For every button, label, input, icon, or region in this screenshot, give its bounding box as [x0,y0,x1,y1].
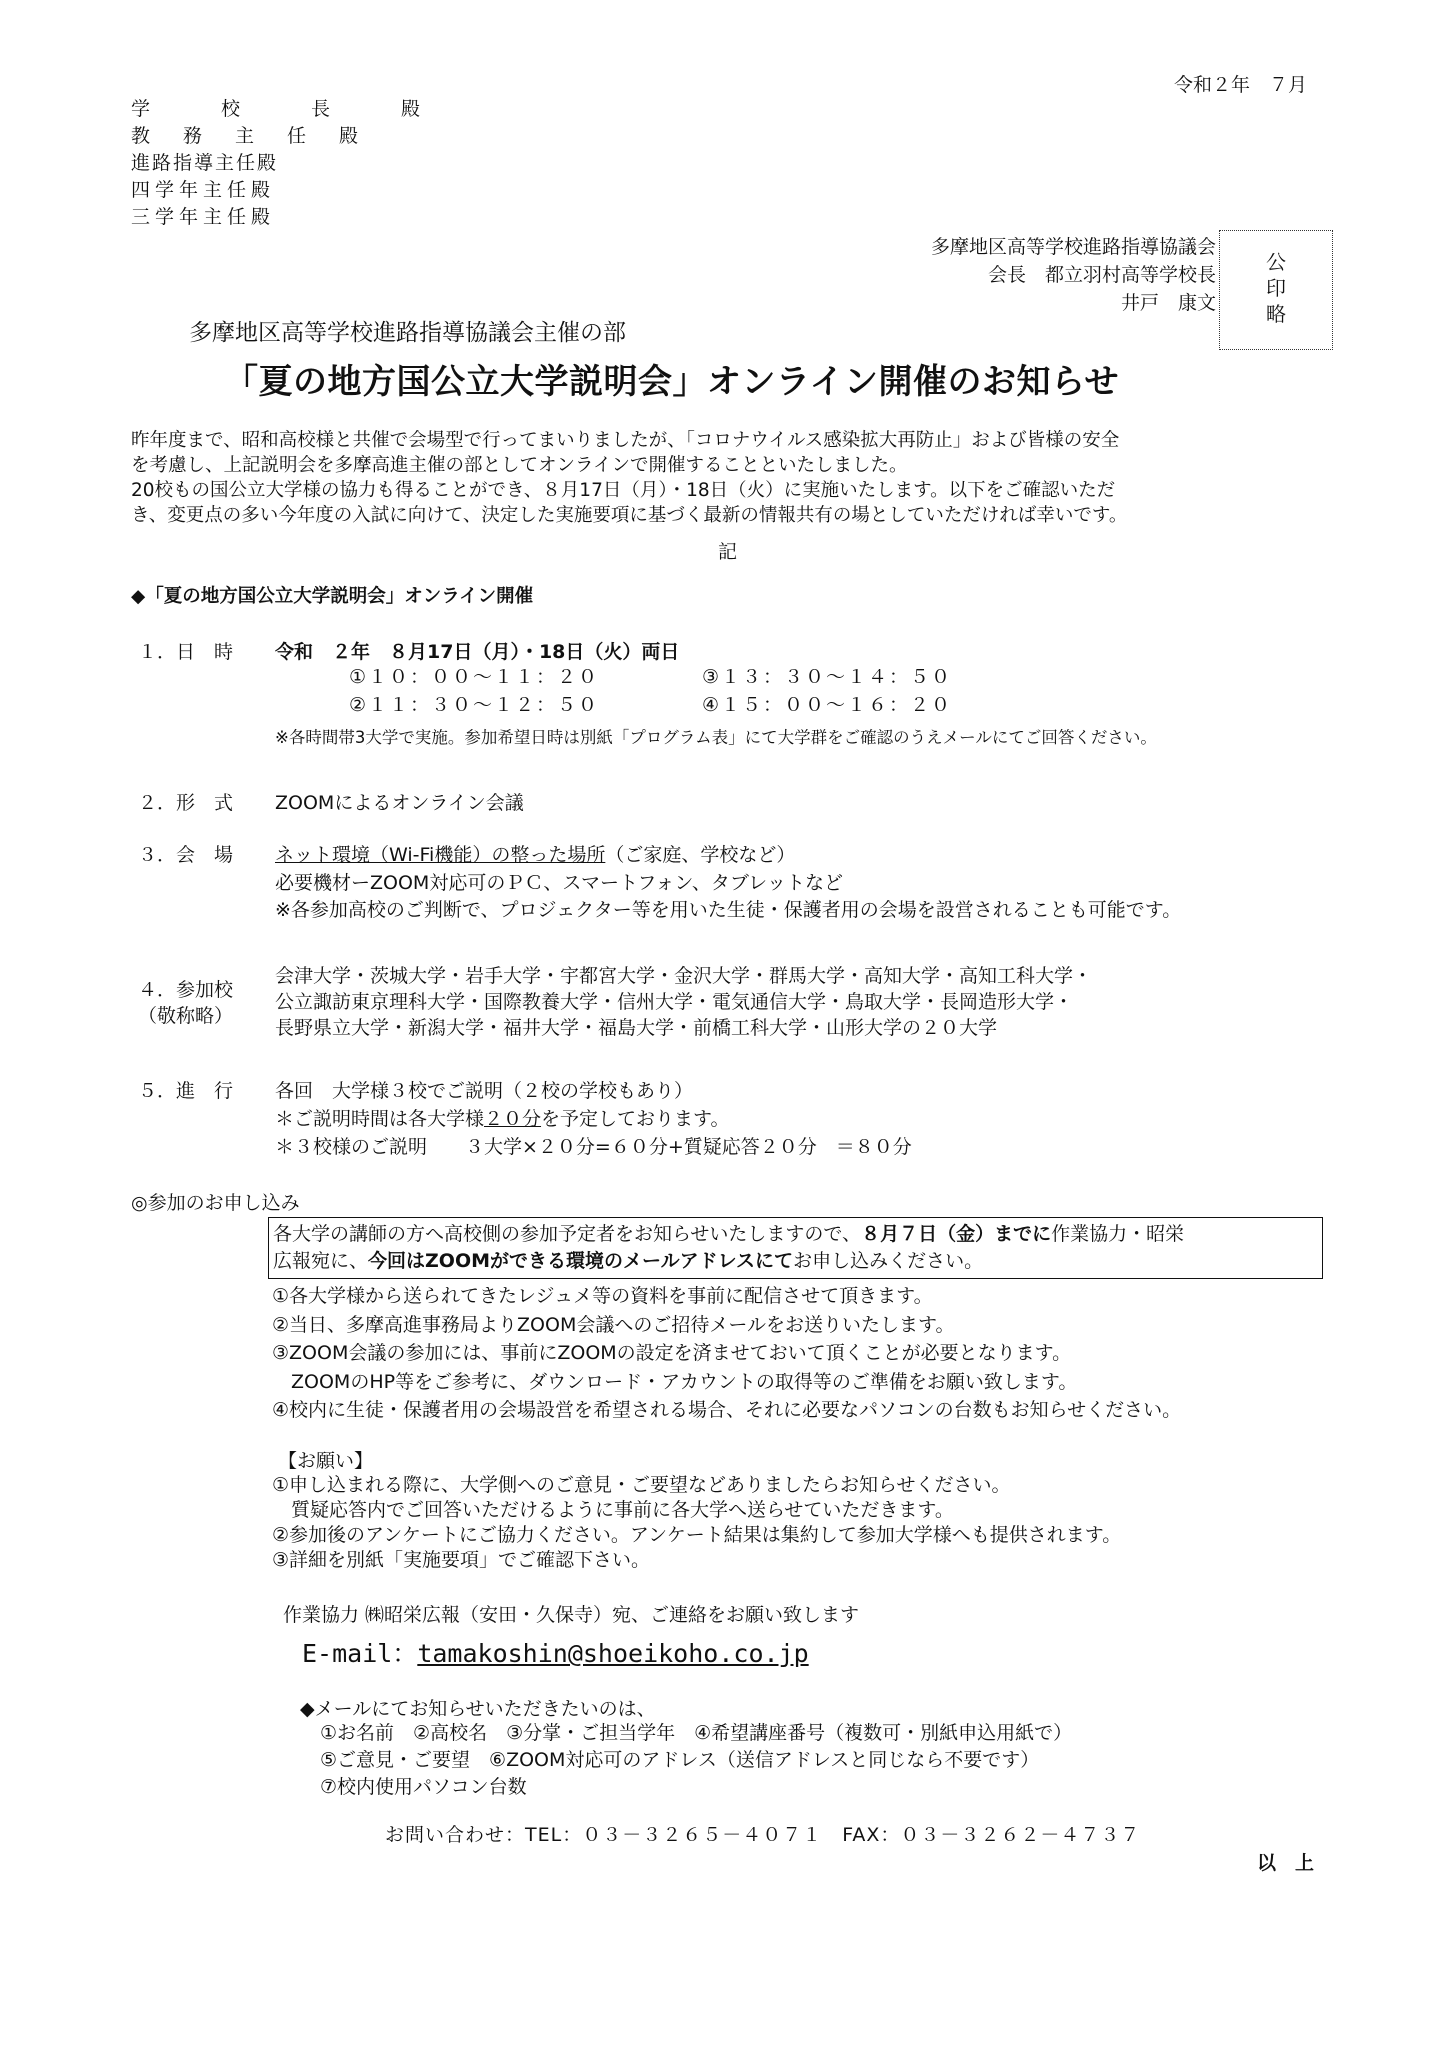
item-progress-line1: 各回 大学様３校でご説明（２校の学校もあり） [275,1080,694,1102]
mail-item: ⑦校内使用パソコン台数 [320,1776,527,1798]
item-date-main: 令和 ２年 ８月17日（月）・18日（火）両日 [275,641,680,663]
addressee-career-guidance: 進路指導主任殿 [131,152,279,174]
application-box [268,1217,1323,1279]
application-note: ③ZOOM会議の参加には、事前にZOOMの設定を済ませておいて頂くことが必要となります。 [272,1342,1072,1364]
sender-name: 井戸 康文 [1120,292,1216,314]
item-venue-line1 [275,840,795,867]
intro-line: 20校もの国公立大学様の協力も得ることができ、８月17日（月）・18日（火）に実施いたします。以下をご確認いただ [131,480,1116,501]
time-slot-3: ③１３：３０～１４：５０ [702,666,953,688]
addressee-academic-affairs: 教 務 主 任 殿 [131,125,366,147]
application-heading: ◎参加のお申し込み [131,1192,300,1214]
box-line1-a: 各大学の講師の方へ高校側の参加予定者をお知らせいたしますので、 [273,1223,862,1245]
item-schools-sublabel: （敬称略） [138,1005,234,1027]
item-format-text: ZOOMによるオンライン会議 [275,792,524,814]
item-progress-label: ５．進 行 [138,1080,234,1102]
application-note: ②当日、多摩高進事務局よりZOOM会議へのご招待メールをお送りいたします。 [272,1313,955,1336]
application-notes [272,1282,1181,1425]
email-link[interactable]: tamakoshin@shoeikoho.co.jp [417,1639,809,1668]
item-venue-label: ３．会 場 [138,844,234,866]
item-progress-line2 [275,1104,730,1131]
school-list [275,963,1092,1041]
item-date-label: １．日 時 [138,641,234,663]
inquiry-line: お問い合わせ：TEL：０３－３２６５－４０７１ FAX：０３－３２６２－４７３７ [385,1824,1141,1846]
time-slot-2: ②１１：３０～１２：５０ [349,694,600,716]
addressee-principal: 学 校 長 殿 [131,98,447,120]
request-line: 質疑応答内でご回答いただけるように事前に各大学へ送らせていただきます。 [272,1499,954,1521]
sender-org: 多摩地区高等学校進路指導協議会 [930,236,1216,258]
school-list-line: 公立諏訪東京理科大学・国際教養大学・信州大学・電気通信大学・鳥取大学・長岡造形大学・ [275,991,1074,1013]
progress-line2-end: を予定しております。 [541,1108,730,1130]
mail-heading: ◆メールにてお知らせいただきたいのは、 [300,1698,656,1720]
time-slot-1: ①１０：００～１１：２０ [349,666,600,688]
item-schools-label: ４．参加校 [138,979,234,1001]
addressee-third-year: 三学年主任殿 [131,206,276,228]
seal-char: 略 [1266,302,1286,326]
box-line-2 [273,1248,1184,1275]
application-note: ①各大学様から送られてきたレジュメ等の資料を事前に配信させて頂きます。 [272,1285,933,1307]
email-label: E-mail： [302,1639,418,1668]
email-line [302,1634,809,1670]
box-line2-a: 広報宛に、 [273,1250,369,1272]
item-progress-line3: ＊３校様のご説明 ３大学×２０分=６０分+質疑応答２０分 ＝８０分 [275,1136,912,1158]
addressee-fourth-year: 四学年主任殿 [131,179,276,201]
item-venue-line3: ※各参加高校のご判断で、プロジェクター等を用いた生徒・保護者用の会場を設営されることも可能です。 [275,899,1182,921]
box-line-1 [273,1221,1184,1248]
request-line: ①申し込まれる際に、大学側へのご意見・ご要望などありましたらお知らせください。 [272,1474,1011,1496]
request-line: ②参加後のアンケートにご協力ください。アンケート結果は集約して参加大学様へも提供されます。 [272,1524,1122,1546]
time-slot-4: ④１５：００～１６：２０ [702,694,953,716]
deadline: ８月７日（金）までに [861,1223,1052,1245]
progress-duration: ２０分 [484,1108,542,1130]
mail-item: ⑤ご意見・ご要望 ⑥ZOOM対応可のアドレス（送信アドレスと同じなら不要です） [320,1749,1040,1771]
school-list-line: 会津大学・茨城大学・岩手大学・宇都宮大学・金沢大学・群馬大学・高知大学・高知工科大学・ [275,965,1093,987]
application-note: ZOOMのHP等をご参考に、ダウンロード・アカウントの取得等のご準備をお願い致します。 [272,1370,1078,1393]
seal-char: 印 [1266,276,1286,300]
ki-mark: 記 [718,541,738,563]
requests-list [272,1473,1121,1573]
mail-item: ①お名前 ②高校名 ③分掌・ご担当学年 ④希望講座番号（複数可・別紙申込用紙で） [320,1722,1073,1744]
venue-examples: （ご家庭、学校など） [605,844,796,866]
venue-requirement: ネット環境（Wi-Fi機能）の整った場所 [275,844,606,866]
sender-title: 会長 都立羽村高等学校長 [987,264,1216,286]
addressee-list [131,96,446,231]
progress-line2-start: ＊ご説明時間は各大学様 [275,1108,485,1130]
document-date: 令和２年 ７月 [1174,74,1308,96]
cooperation-text: 作業協力 ㈱昭栄広報（安田・久保寺）宛、ご連絡をお願い致します [283,1604,860,1626]
intro-paragraph [131,428,1127,528]
intro-line: き、変更点の多い今年度の入試に向けて、決定した実施要項に基づく最新の情報共有の場としていただければ幸いです。 [131,505,1128,526]
item-date-note: ※各時間帯3大学で実施。参加希望日時は別紙「プログラム表」にて大学群をご確認のうえメールにてご回答ください。 [275,728,1157,747]
seal-char: 公 [1266,250,1286,274]
school-list-line: 長野県立大学・新潟大学・福井大学・福島大学・前橋工科大学・山形大学の２０大学 [275,1017,998,1039]
email-requirement: 今回はZOOMができる環境のメールアドレスにて [368,1250,794,1272]
requests-heading: 【お願い】 [278,1450,374,1472]
intro-line: 昨年度まで、昭和高校様と共催で会場型で行ってまいりましたが、「コロナウイルス感染拡大再防止」および皆様の安全 [131,430,1120,451]
box-line1-c: 作業協力・昭栄 [1051,1223,1185,1245]
request-line: ③詳細を別紙「実施要項」でご確認下さい。 [272,1549,651,1571]
item-format-label: ２．形 式 [138,792,234,814]
mail-items [320,1720,1072,1801]
intro-line: を考慮し、上記説明会を多摩高進主催の部としてオンラインで開催することといたしました。 [131,455,908,476]
application-note: ④校内に生徒・保護者用の会場設営を希望される場合、それに必要なパソコンの台数もお知らせください。 [272,1399,1182,1421]
closing-mark: 以 上 [1257,1852,1315,1874]
official-seal-box [1219,230,1333,350]
box-line2-c: お申し込みください。 [793,1250,984,1272]
sender-block [931,233,1216,317]
subtitle: 多摩地区高等学校進路指導協議会主催の部 [189,320,626,346]
section-heading: ◆「夏の地方国公立大学説明会」オンライン開催 [131,586,534,607]
item-venue-line2: 必要機材ーZOOM対応可のＰＣ、スマートフォン、タブレットなど [275,872,843,894]
page-title: 「夏の地方国公立大学説明会」オンライン開催のお知らせ [224,362,1119,402]
